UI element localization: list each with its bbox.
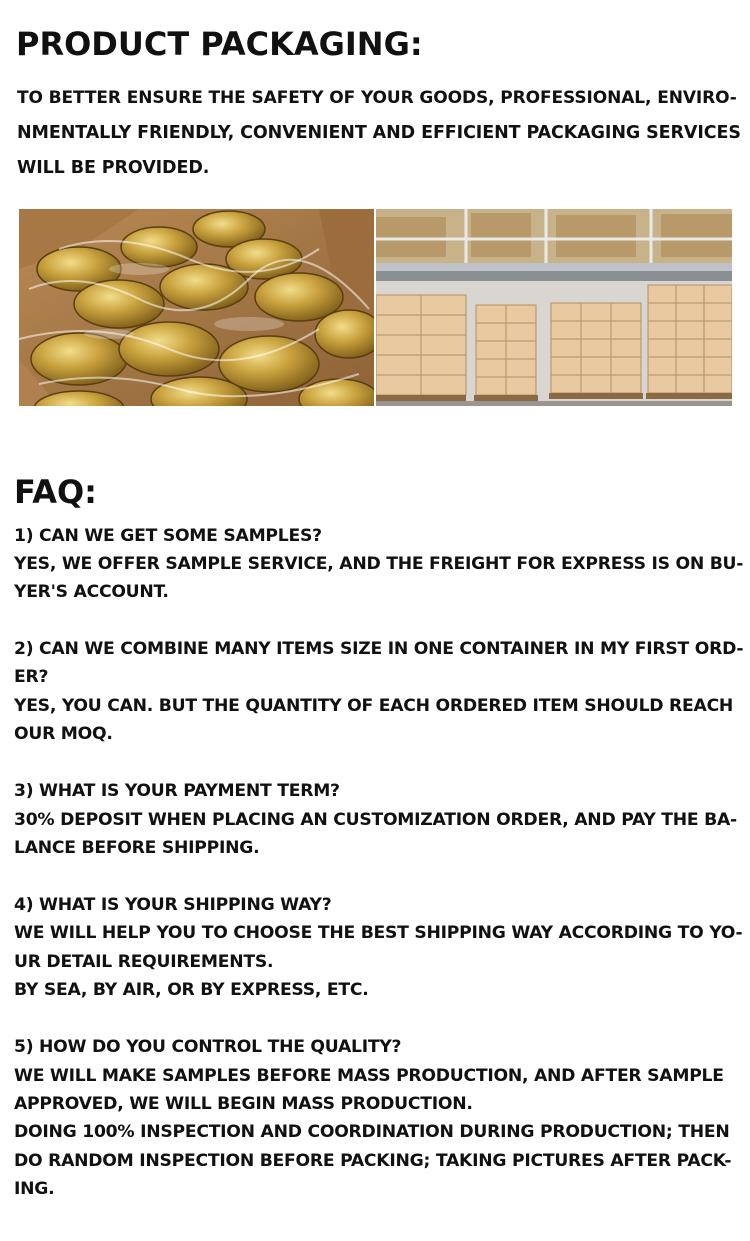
faq-answer-line: DOING 100% INSPECTION AND COORDINATION DURING PRODUCTION; THEN — [14, 1122, 730, 1142]
packaging-photos — [19, 209, 732, 406]
faq-question: 1) CAN WE GET SOME SAMPLES? — [14, 526, 322, 546]
faq-answer-line: UR DETAIL REQUIREMENTS. — [14, 952, 274, 972]
faq-question: ER? — [14, 667, 49, 687]
faq-answer-line: OUR MOQ. — [14, 724, 113, 744]
faq-answer-line: YES, YOU CAN. BUT THE QUANTITY OF EACH ORDERED ITEM SHOULD REACH — [14, 696, 734, 716]
faq-question: 5) HOW DO YOU CONTROL THE QUALITY? — [14, 1037, 402, 1057]
packaging-heading: PRODUCT PACKAGING: — [16, 25, 423, 63]
faq-answer-line: DO RANDOM INSPECTION BEFORE PACKING; TAKING PICTURES AFTER PACK- — [14, 1151, 732, 1171]
faq-question: 4) WHAT IS YOUR SHIPPING WAY? — [14, 895, 332, 915]
faq-answer-line: ING. — [14, 1179, 55, 1199]
faq-answer-line: BY SEA, BY AIR, OR BY EXPRESS, ETC. — [14, 980, 369, 1000]
faq-answer-line: WE WILL MAKE SAMPLES BEFORE MASS PRODUCTION, AND AFTER SAMPLE — [14, 1066, 724, 1086]
warehouse-cartons-photo — [376, 209, 732, 406]
faq-answer-line: WE WILL HELP YOU TO CHOOSE THE BEST SHIPPING WAY ACCORDING TO YO- — [14, 923, 743, 943]
faq-question: 3) WHAT IS YOUR PAYMENT TERM? — [14, 781, 340, 801]
faq-heading: FAQ: — [14, 473, 97, 511]
faq-answer-line: LANCE BEFORE SHIPPING. — [14, 838, 260, 858]
faq-answer-line: YES, WE OFFER SAMPLE SERVICE, AND THE FREIGHT FOR EXPRESS IS ON BU- — [14, 554, 744, 574]
packaging-text-line: NMENTALLY FRIENDLY, CONVENIENT AND EFFICIENT PACKAGING SERVICES — [17, 123, 741, 143]
packaging-text-line: TO BETTER ENSURE THE SAFETY OF YOUR GOODS, PROFESSIONAL, ENVIRO- — [17, 88, 737, 108]
faq-question: 2) CAN WE COMBINE MANY ITEMS SIZE IN ONE CONTAINER IN MY FIRST ORD- — [14, 639, 744, 659]
faq-answer-line: YER'S ACCOUNT. — [14, 582, 169, 602]
packaging-text-line: WILL BE PROVIDED. — [17, 158, 210, 178]
faq-answer-line: APPROVED, WE WILL BEGIN MASS PRODUCTION. — [14, 1094, 473, 1114]
faq-answer-line: 30% DEPOSIT WHEN PLACING AN CUSTOMIZATION ORDER, AND PAY THE BA- — [14, 810, 737, 830]
gold-lids-in-box-photo — [19, 209, 374, 406]
